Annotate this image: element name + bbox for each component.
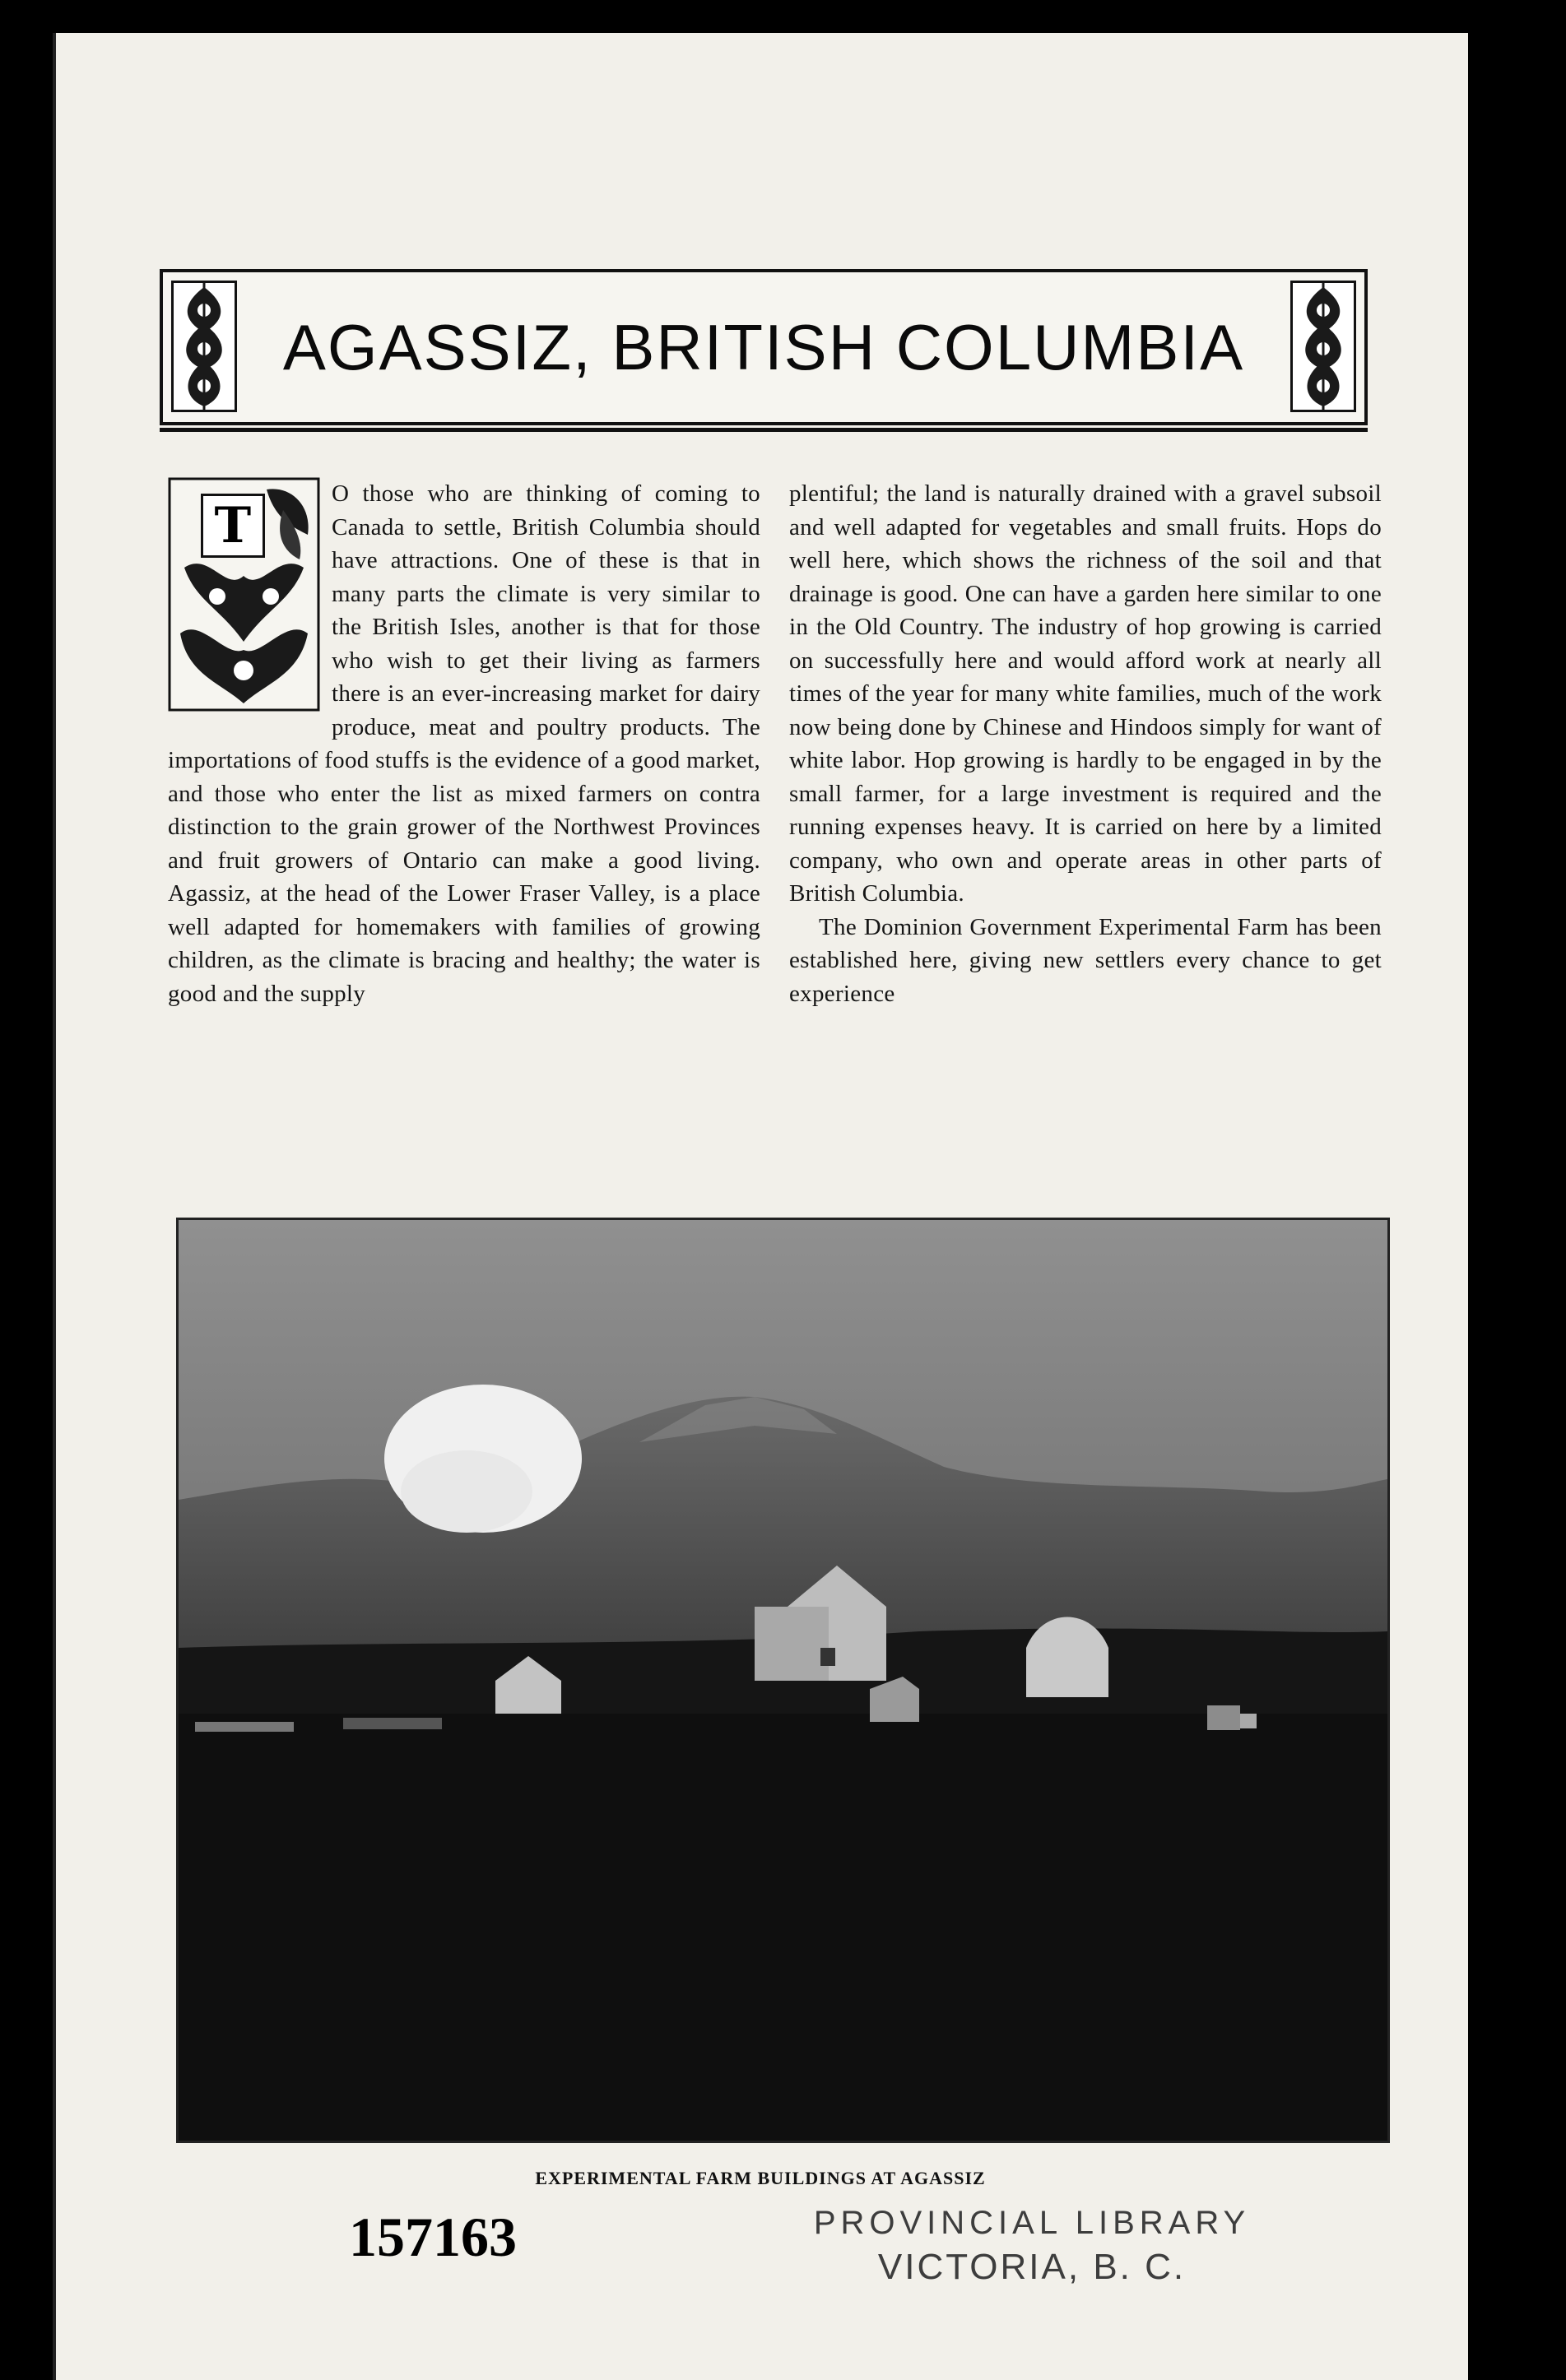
paragraph: plentiful; the land is naturally drained with a gravel subsoil and well adapted for vegetables and small fruits. Hops do well here, which shows the richness of the soil and that drainage is good. One can have a garden here similar to one in the Old Country. The industry of hop growing is carried on successfully here and would afford work at nearly all times of the year for many white families, much of the work now being done by Chinese and Hindoos simply for want of white labor. Hop growing is hardly to be engaged in by the small farmer, for a large investment is required and the running expenses heavy. It is carried on here by a limited company, who own and operate areas in other parts of British Columbia. [789, 480, 1382, 907]
stamp-line: VICTORIA, B. C. [877, 2247, 1187, 2287]
ornamental-initial [168, 477, 320, 712]
stamp-line: PROVINCIAL LIBRARY [813, 2205, 1251, 2241]
farm-photograph [176, 1218, 1390, 2143]
title-banner [160, 269, 1368, 425]
article-column-right [789, 477, 1382, 1010]
library-stamp [769, 2205, 1295, 2288]
binding-line [53, 33, 56, 2380]
accession-number: 157163 [349, 2206, 517, 2268]
floral-ornament-icon [171, 281, 237, 412]
page [53, 33, 1468, 2380]
initial-letter: T [201, 494, 265, 558]
photo-caption: EXPERIMENTAL FARM BUILDINGS AT AGASSIZ [535, 2168, 986, 2188]
paragraph: The Dominion Government Experimental Farm has been established here, giving new settlers every chance to get experience [789, 913, 1382, 1007]
page-title: AGASSIZ, BRITISH COLUMBIA [282, 310, 1245, 383]
article-column-left [168, 477, 760, 1010]
floral-ornament-icon [1290, 281, 1356, 412]
paragraph: O those who are thinking of coming to Canada to settle, British Columbia should have attractions. One of these is that in many parts the climate is very similar to the British Isles, another is that for those who wish to get their living as farmers there is an ever-increasing market for dairy produce, meat and poultry products. The importations of food stuffs is the evidence of a good market, and those who enter the list as mixed farmers on contra distinction to the grain grower of the Northwest Provinces and fruit growers of Ontario can make a good living. Agassiz, at the head of the Lower Fraser Valley, is a place well adapted for homemakers with families of growing children, as the climate is bracing and healthy; the water is good and the supply [168, 480, 760, 1007]
